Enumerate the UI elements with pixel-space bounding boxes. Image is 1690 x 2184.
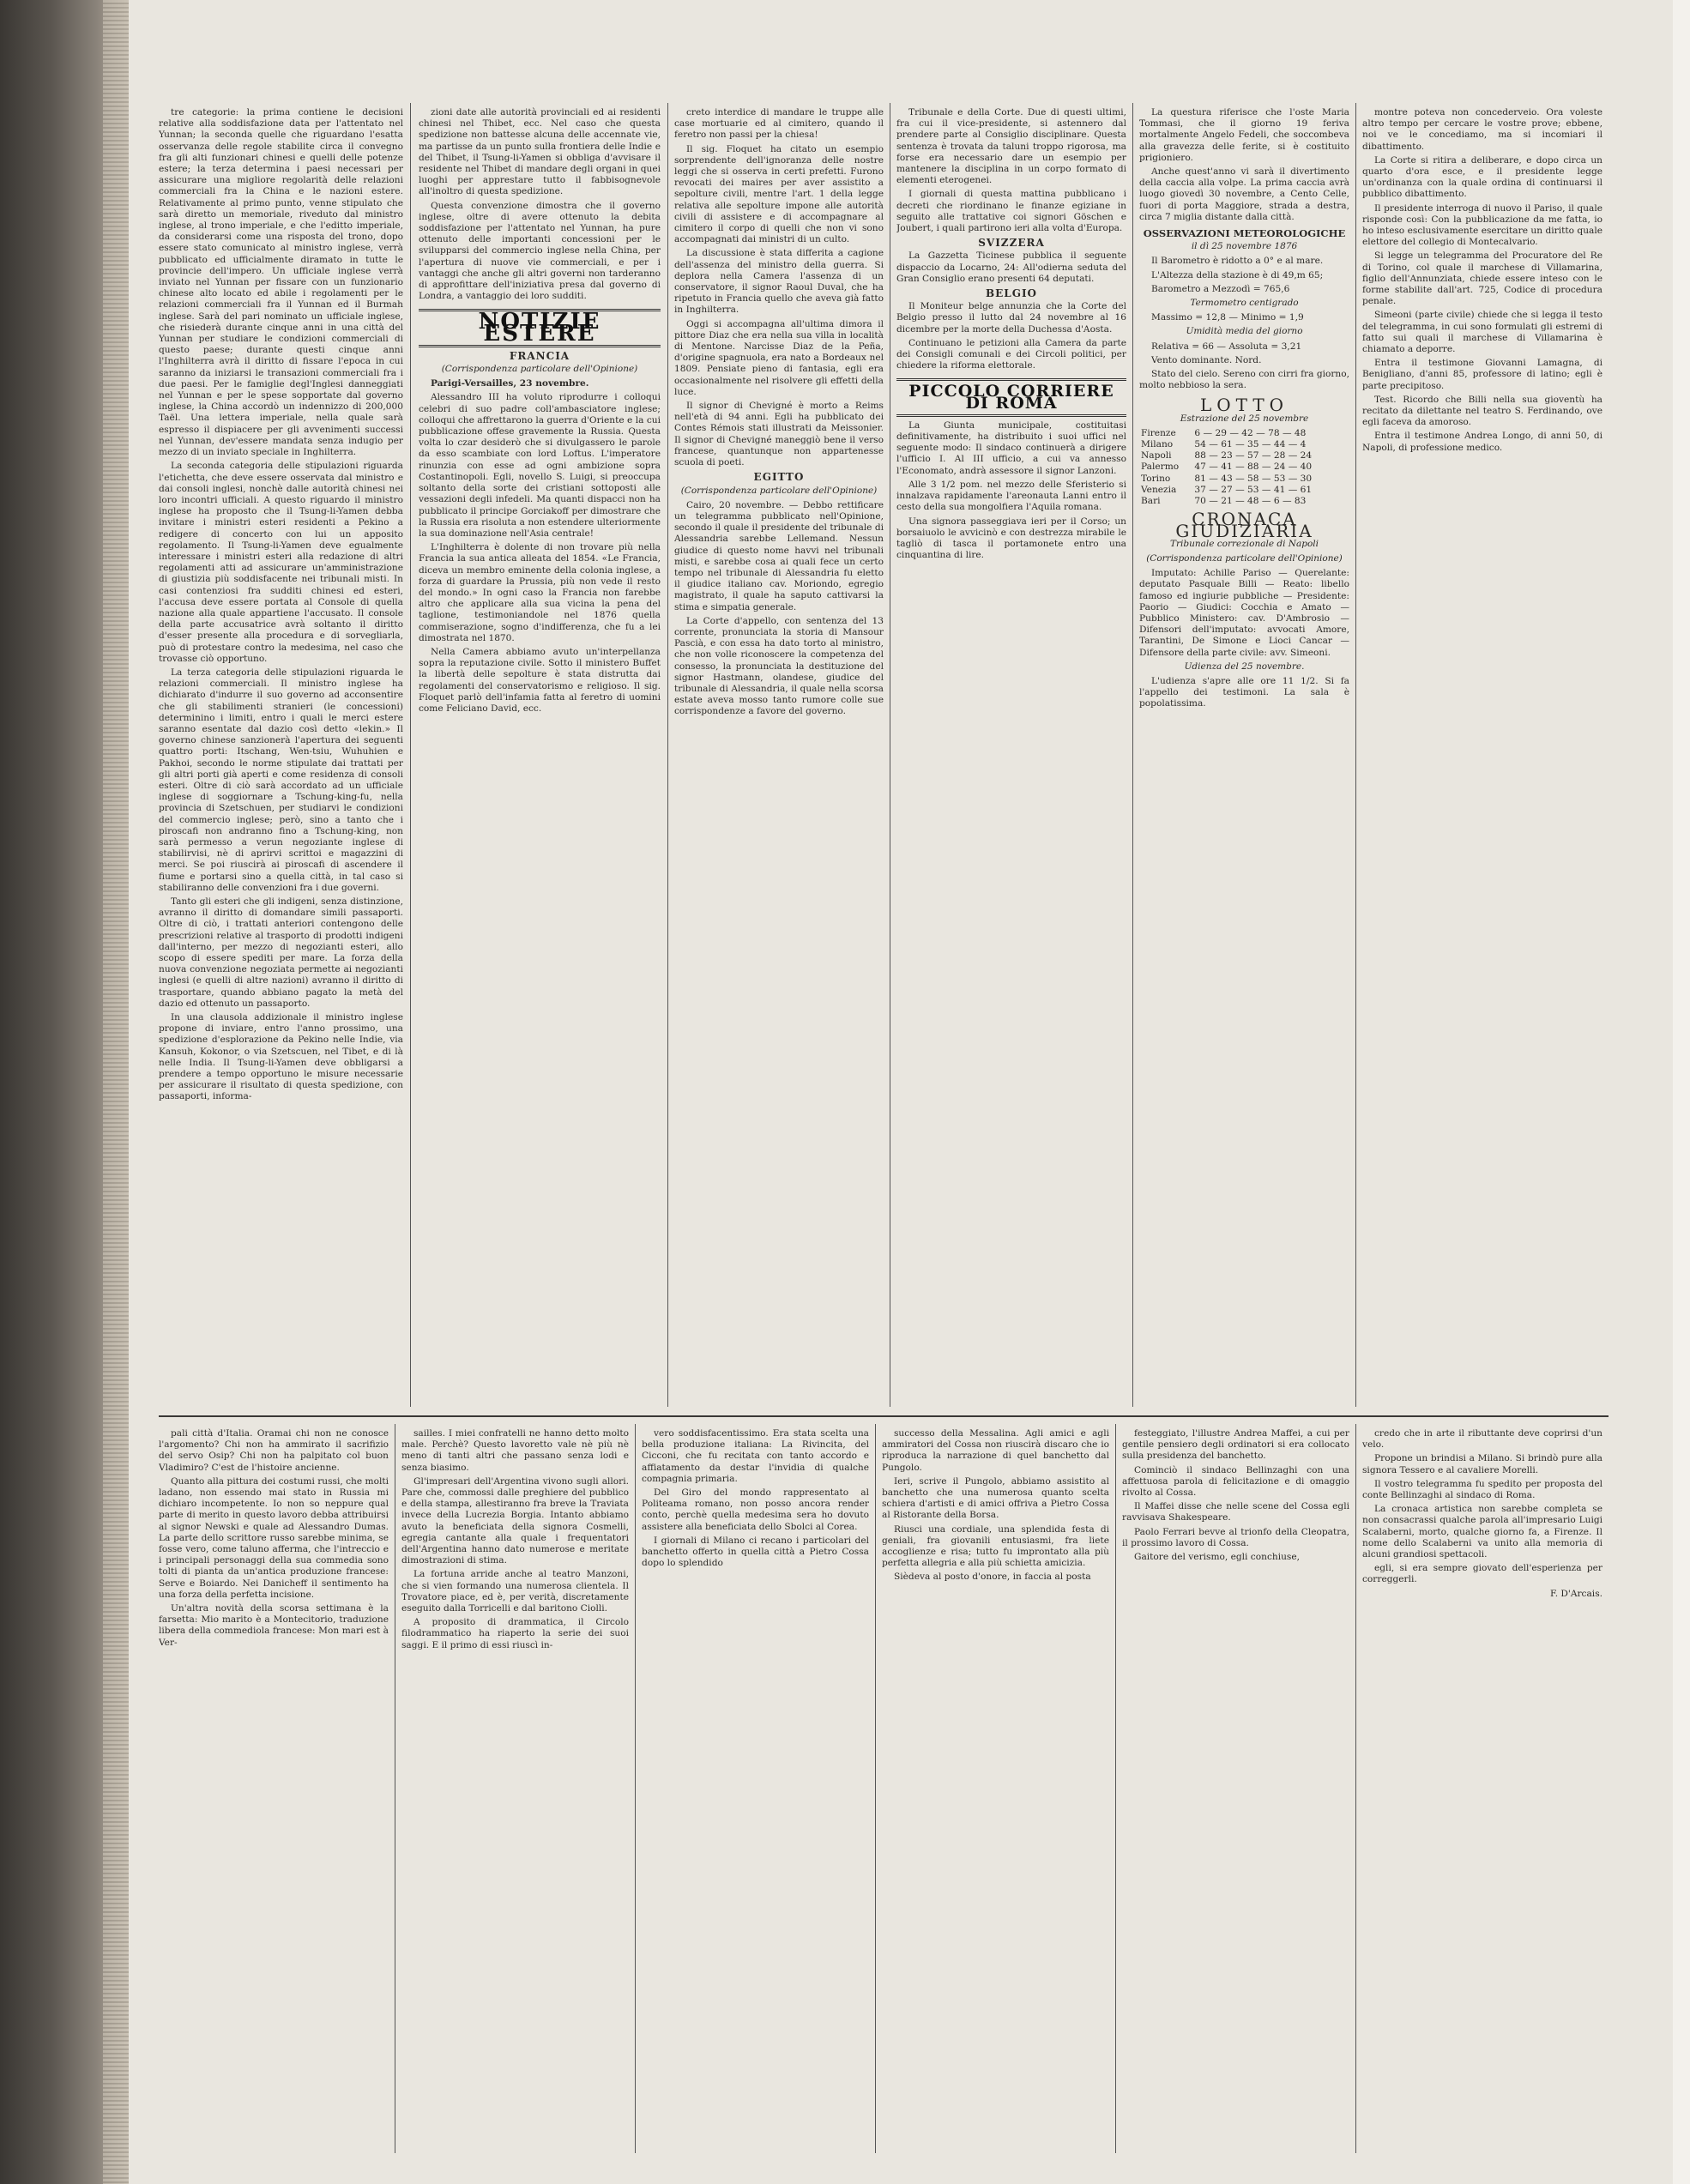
column-4 — [896, 107, 1126, 1407]
meteo-line: Stato del cielo. Sereno con cirri fra giorno, molto nebbioso la sera. — [1139, 369, 1349, 391]
appendix-column-1 — [159, 1428, 389, 2149]
article-paragraph: pali città d'Italia. Oramai chi non ne conosce l'argomento? Chi non ha ammirato il sacrifizio del servo Osip? Chi non ha palpitato col buon Vladimiro? C'est de l'histoire ancienne. — [159, 1428, 389, 1473]
lotto-row — [1139, 439, 1349, 450]
article-paragraph: montre poteva non concederveio. Ora voleste altro tempo per cercare le vostre prove; ebbene, noi ve le concediamo, ma si incomiari il dibattimento. — [1362, 107, 1602, 152]
article-paragraph: Il Maffei disse che nelle scene del Cossa egli ravvisava Shakespeare. — [1122, 1501, 1349, 1523]
lotto-numbers: 47 — 41 — 88 — 24 — 40 — [1194, 462, 1313, 473]
article-paragraph: Test. Ricordo che Billi nella sua gioventù ha recitato da dilettante nel teatro S. Ferdinando, ove egli faceva da amoroso. — [1362, 394, 1602, 428]
article-paragraph: Nella Camera abbiamo avuto un'interpellanza sopra la reputazione civile. Sotto il ministero Buffet la libertà delle sepolture è stata distrutta dai regolamenti del conservatorismo e religioso. Il sig. Floquet parlò dell'infamia fatta al feretro di uomini come Feliciano David, ecc. — [419, 646, 661, 714]
svizzera-heading: SVIZZERA — [978, 237, 1045, 250]
appendix-divider — [159, 1415, 1609, 1417]
article-paragraph: sailles. I miei confratelli ne hanno detto molto male. Perchè? Questo lavoretto vale nè più nè meno di tanti altri che passano senza lodi e senza biasimo. — [401, 1428, 629, 1473]
parigi-dateline: Parigi-Versailles, 23 novembre. — [431, 378, 589, 389]
francia-heading: FRANCIA — [509, 349, 570, 362]
page-stack-edge — [103, 0, 129, 2184]
article-paragraph: Una signora passeggiava ieri per il Corso; un borsaiuolo le avvicinò e con destrezza mirabile le tagliò di tasca il portamonete entro una cinquantina di lire. — [896, 516, 1126, 561]
piccolo-corriere-heading: PICCOLO CORRIERE DI ROMA — [896, 378, 1126, 416]
author-signature: F. D'Arcais. — [1550, 1588, 1602, 1599]
article-paragraph: successo della Messalina. Agli amici e agli ammiratori del Cossa non riuscirà discaro che io riproduca la narrazione di quel banchetto dal Pungolo. — [882, 1428, 1109, 1473]
cronaca-heading: CRONACA GIUDIZIARIA — [1175, 509, 1313, 541]
belgio-heading: BELGIO — [985, 287, 1038, 300]
column-1 — [159, 107, 403, 1407]
article-paragraph: Cairo, 20 novembre. — Debbo rettificare un telegramma pubblicato nell'Opinione, secondo il quale il presidente del tribunale di Alessandria sarebbe Lellemand. Nessun giudice di questo nome havvi nel tribunali misti, e sarebbe cosa ai quali fece un certo tempo nel tribunale di Alessandria fu eletto il giudice italiano cav. Moriondo, egregio magistrato, il quale ha saputo cattivarsi la stima e simpatia generale. — [674, 499, 884, 612]
article-paragraph: Del Giro del mondo rappresentato al Politeama romano, non posso ancora render conto, perchè quella medesima sera ho dovuto assistere alla beneficiata dello Sbolci al Corea. — [642, 1487, 869, 1532]
column-rule — [1355, 103, 1356, 1407]
article-paragraph: zioni date alle autorità provinciali ed ai residenti chinesi nel Thibet, ecc. Nel caso che questa spedizione non battesse alcuna delle accennate vie, ma partisse da un punto sulla frontiera delle Indie e del Thibet, il Tsung-li-Yamen si obbliga d'avvisare il residente nel Thibet di mandare degli organi in quei luoghi per apprestare tutto il fabbisognevole all'inoltro di questa spedizione. — [419, 107, 661, 197]
lotto-city: Venezia — [1141, 484, 1177, 495]
column-6 — [1362, 107, 1602, 1407]
udienza-subheading: Udienza del 25 novembre. — [1184, 661, 1305, 672]
article-paragraph: Il sig. Floquet ha citato un esempio sorprendente dell'ignoranza delle nostre leggi che si osserva in certi prefetti. Furono revocati dei maires per aver assistito a sepolture civili, mentre l'art. 1 della legge relativa alle sepolture impone alle autorità civili di assistere e di accompagnare al cimitero il corpo di quelli che non vi sono accompagnati dai ministri di un culto. — [674, 143, 884, 245]
lotto-subheading: Estrazione del 25 novembre — [1180, 413, 1309, 424]
meteo-line: L'Altezza della stazione è di 49,m 65; — [1151, 269, 1324, 281]
article-paragraph: Entra il testimone Andrea Longo, di anni 50, di Napoli, di professione medico. — [1362, 431, 1602, 453]
meteo-line: Barometro a Mezzodì = 765,6 — [1151, 283, 1290, 294]
column-rule — [1355, 1424, 1356, 2153]
article-paragraph: La discussione è stata differita a cagione dell'assenza del ministro della guerra. Si deplora nella Camera l'assenza di un conservatore, il signor Raoul Duval, che ha ripetuto in Francia quello che aveva già fatto in Inghilterra. — [674, 248, 884, 316]
lotto-row — [1139, 450, 1349, 462]
meteo-line: Relativa = 66 — Assoluta = 3,21 — [1151, 341, 1302, 352]
column-rule — [875, 1424, 876, 2153]
article-paragraph: Questa convenzione dimostra che il governo inglese, oltre di avere ottenuto la debita soddisfazione per l'attentato nel Yunnan, ha pure ottenuto delle importanti concessioni per le svilupparsi del commercio inglese nella China, per l'apertura di nuove vie commerciali, e per i vantaggi che anche gli altri governi non tarderanno di approfittare dell'iniziativa presa dal governo di Londra, a vantaggio dei loro sudditi. — [419, 200, 661, 302]
article-paragraph: Il vostro telegramma fu spedito per proposta del conte Bellinzaghi al sindaco di Roma. — [1362, 1478, 1602, 1501]
lotto-numbers: 37 — 27 — 53 — 41 — 61 — [1194, 484, 1313, 495]
article-paragraph: Alle 3 1/2 pom. nel mezzo delle Sferisterio si innalzava rapidamente l'areonauta Lanni entro il cesto della sua mongolfiera l'Aquila romana. — [896, 479, 1126, 513]
lotto-row — [1139, 428, 1349, 439]
article-paragraph: Paolo Ferrari bevve al trionfo della Cleopatra, il prossimo lavoro di Cossa. — [1122, 1526, 1349, 1548]
article-paragraph: Sièdeva al posto d'onore, in faccia al posta — [894, 1572, 1091, 1583]
osservazioni-date: il dì 25 novembre 1876 — [1191, 241, 1298, 252]
article-paragraph: Quanto alla pittura dei costumi russi, che molti ladano, non essendo mai stato in Russia mi dichiaro incompetente. Io non so neppure qual parte di merito in questo lavoro debba attribuirsi al signor Newski e quale ad Alessandro Dumas. La parte dello scrittore russo sarebbe minima, se fosse vero, come taluno afferma, che l'intreccio e i principali personaggi della sua commedia sono tolti di pianta da un'antica produzione francese: Serve e Boiardo. Nei Danicheff il sentimento ha una forza della perfetta incisione. — [159, 1475, 389, 1600]
lotto-row — [1139, 485, 1349, 496]
article-paragraph: Si legge un telegramma del Procuratore del Re di Torino, col quale il marchese di Villamarina, figlio dell'Annunziata, chiede essere inteso con le forme stabilite dall'art. 725, Codice di procedura penale. — [1362, 250, 1602, 307]
lotto-row — [1139, 496, 1349, 507]
lotto-numbers: 70 — 21 — 48 — 6 — 83 — [1194, 496, 1307, 507]
column-rule — [667, 103, 668, 1407]
column-2 — [419, 107, 661, 1407]
article-paragraph: L'Inghilterra è dolente di non trovare più nella Francia la sua antica alleata del 1854. «Le Francia, diceva un membro eminente della colonia inglese, a forza di guardare la Prussia, più non vede il resto del mondo.» In ogni caso la Francia non farebbe altro che applicare alla sua vicina la pena del taglione, testimoniandole nel 1876 quella commiserazione, sogno d'indifferenza, che fu a lei dimostrata nel 1870. — [419, 542, 661, 643]
article-paragraph: La Giunta municipale, costituitasi definitivamente, ha distribuito i suoi uffici nel seguente modo: Il sindaco continuerà a dirigere l'ufficio I. Al III ufficio, a cui va annesso l'Economato, andrà assessore il signor Lanzoni. — [896, 419, 1126, 476]
article-paragraph: I giornali di questa mattina pubblicano i decreti che riordinano le finanze egiziane in seguito alle trattative coi signori Göschen e Joubert, i quali partirono ieri alla volta d'Europa. — [896, 189, 1126, 234]
lotto-city: Napoli — [1141, 450, 1172, 462]
appendix-column-4 — [882, 1428, 1109, 2149]
column-rule — [410, 103, 411, 1407]
lotto-city: Firenze — [1141, 427, 1176, 438]
appendix-column-6 — [1362, 1428, 1602, 2149]
article-paragraph: Il Moniteur belge annunzia che la Corte del Belgio presso il lutto dal 24 novembre al 16 dicembre per la morte della Duchessa d'Aosta. — [896, 301, 1126, 335]
book-binding — [0, 0, 129, 2184]
article-paragraph: La terza categoria delle stipulazioni riguarda le relazioni commerciali. Il ministro inglese ha dichiarato d'indurre il suo governo ad acconsentire che gli stabilimenti stranieri (le concessioni) determinino i limiti, entro i quali le merci estere saranno esentate dal dazio così detto «lekin.» Il governo chinese sanzionerà l'apertura dei seguenti quattro porti: Itschang, Wen-tsiu, Wuhuhien e Pakhoi, secondo le norme stipulate dai trattati per gli altri porti già aperti e come residenza di consoli esteri. Oltre di ciò sarà accordato ad un ufficiale inglese di soggiornare a Tschung-king-fu, nella provincia di Szetschuen, per studiarvi le condizioni del commercio inglese; però, sino a tanto che i piroscafi non andranno fino a Tschung-king, non sarà permesso a verun negoziante inglese di stabilirvisi, nè di aprirvi scrittoi e magazzini di merci. Se poi riuscirà ai piroscafi di ascendere il fiume e portarsi sino a quella città, in tal caso si stabiliranno delle convenzioni fra i due governi. — [159, 667, 403, 893]
article-paragraph: Il signor di Chevigné è morto a Reims nell'età di 94 anni. Egli ha pubblicato dei Contes Rémois stati illustrati da Meissonier. Il signor di Chevigné maneggiò bene il verso francese, quantunque non appartenesse scuola di poeti. — [674, 401, 884, 468]
appendix-column-3 — [642, 1428, 869, 2149]
article-paragraph: L'udienza s'apre alle ore 11 1/2. Si fa l'appello dei testimoni. La sala è popolatissima. — [1139, 675, 1349, 709]
lotto-numbers: 6 — 29 — 42 — 78 — 48 — [1194, 427, 1307, 438]
article-paragraph: vero soddisfacentissimo. Era stata scelta una bella produzione italiana: La Rivincita, del Cicconi, che fu recitata con tanto accordo e affiatamento da destar l'invidia di qualche compagnia primaria. — [642, 1428, 869, 1484]
column-5 — [1139, 107, 1349, 1407]
article-paragraph: La cronaca artistica non sarebbe completa se non consacrassi qualche parola all'impresario Luigi Scalaberni, morto, qualche giorno fa, a Firenze. Il nome dello Scalaberni va unito alla memoria di alcuni grandiosi spettacoli. — [1362, 1504, 1602, 1560]
lotto-city: Bari — [1141, 496, 1161, 507]
osservazioni-heading: OSSERVAZIONI METEOROLOGICHE — [1143, 227, 1346, 240]
article-paragraph: La Corte si ritira a deliberare, e dopo circa un quarto d'ora esce, e il presidente legge un'ordinanza con la quale ordina di continuarsi il pubblico dibattimento. — [1362, 154, 1602, 200]
meteo-subheading: Umidità media del giorno — [1186, 326, 1303, 337]
column-rule — [1132, 103, 1133, 1407]
article-paragraph: Ieri, scrive il Pungolo, abbiamo assistito al banchetto che una numerosa quanto scelta schiera d'artisti e di amici offriva a Pietro Cossa al Ristorante della Borsa. — [882, 1475, 1109, 1521]
column-3 — [674, 107, 884, 1407]
francia-subheading: (Corrispondenza particolare dell'Opinione) — [441, 364, 638, 375]
lotto-heading: LOTTO — [1199, 395, 1289, 416]
article-paragraph: Entra il testimone Giovanni Lamagna, di Benigliano, d'anni 85, professore di latino; egli è parte precipitoso. — [1362, 358, 1602, 391]
lotto-numbers: 54 — 61 — 35 — 44 — 4 — [1194, 439, 1307, 450]
article-paragraph: Continuano le petizioni alla Camera da parte dei Consigli comunali e dei Circoli politici, per chiedere la riforma elettorale. — [896, 337, 1126, 371]
appendix-column-5 — [1122, 1428, 1349, 2149]
article-paragraph: Alessandro III ha voluto riprodurre i colloqui celebri di suo padre coll'ambasciatore inglese; colloqui che affrettarono la guerra d'Oriente e la cui pubblicazione offese gravemente la Russia. Questa volta lo czar desiderò che si divulgassero le parole da esso scambiate con lord Loftus. L'imperatore rinunzia con esse ad ogni ambizione sopra Costantinopoli. Egli, novello S. Luigi, si preoccupa soltanto della sorte dei cristiani sottoposti alle vessazioni degli infedeli. Ma quanti dispacci non ha pubblicato il principe Gorciakoff per dimostrare che la Russia era risoluta a non estendere ulteriormente la sua dominazione nell'Asia centrale! — [419, 392, 661, 539]
article-paragraph: La Corte d'appello, con sentenza del 13 corrente, pronunciata la storia di Mansour Pascià, e con essa ha dato torto al ministro, che non volle riconoscere la competenza del consesso, la pronunciata la destituzione del signor Hastmann, olandese, giudice del tribunale di Alessandria, il quale nella scorsa estate aveva mosso tanto rumore colle sue corrispondenze a favore del governo. — [674, 615, 884, 717]
article-paragraph: I giornali di Milano ci recano i particolari del banchetto offerto in quella città a Pietro Cossa dopo lo splendido — [642, 1535, 869, 1569]
article-paragraph: Propone un brindisi a Milano. Si brindò pure alla signora Tessero e al cavaliere Morelli. — [1362, 1453, 1602, 1475]
lotto-row — [1139, 462, 1349, 473]
article-paragraph: Simeoni (parte civile) chiede che si legga il testo del telegramma, in cui sono formulati gli estremi di fatto sui quali il marchese di Villamarina è chiamato a deporre. — [1362, 310, 1602, 355]
lotto-numbers: 88 — 23 — 57 — 28 — 24 — [1194, 450, 1313, 462]
article-paragraph: festeggiato, l'illustre Andrea Maffei, a cui per gentile pensiero degli ordinatori si era collocato sulla presidenza del banchetto. — [1122, 1428, 1349, 1462]
meteo-subheading: Termometro centigrado — [1190, 298, 1299, 309]
article-paragraph: Tanto gli esteri che gli indigeni, senza distinzione, avranno il diritto di domandare simili passaporti. Oltre di ciò, i trattati anteriori contengono delle prescrizioni relative al trasporto di prodotti indigeni dall'interno, per mezzo di negozianti esteri, allo scopo di essere spediti per mare. La forza della nuova convenzione negoziata permette ai negozianti inglesi (e quelli di altre nazioni) avranno il diritto di trasportare, quando abbiano pagato la metà del dazio ed ottenuto un passaporto. — [159, 896, 403, 1009]
article-paragraph: La seconda categoria delle stipulazioni riguarda l'etichetta, che deve essere osservata dal ministro e dai consoli inglesi, nonchè dalle autorità chinesi nei loro incontri ufficiali. A questo riguardo il ministro inglese ha proposto che il Tsung-li-Yamen debba invitare i ministri esteri residenti a Pekino a redigere di concerto con lui un apposito regolamento. Il Tsung-li-Yamen deve egualmente interessare i ministri esteri alla redazione di altri regolamenti atti ad assicurare un'amministrazione di giustizia più soddisfacente nei tribunali misti. In casi contenziosi fra sudditi chinesi ed esteri, l'accusa deve essere portata al Console di quella nazione alla quale appartiene l'accusato. Il console della parte accusatrice avrà soltanto il diritto d'esser presente alla procedura e di sorvegliarla, può di protestare contro la medesima, nel caso che trovasse ciò opportuno. — [159, 461, 403, 664]
column-rule — [1115, 1424, 1116, 2153]
article-paragraph: creto interdice di mandare le truppe alle case mortuarie ed al cimitero, quando il feretro non passi per la chiesa! — [674, 107, 884, 141]
article-paragraph: Riusci una cordiale, una splendida festa di geniali, fra giovanili entusiasmi, fra liete accoglienze e risa; tutto fu improntato alla più perfetta allegria e alla più schietta amicizia. — [882, 1523, 1109, 1569]
notizie-estere-heading: NOTIZIE ESTERE — [419, 309, 661, 347]
lotto-numbers: 81 — 43 — 58 — 53 — 30 — [1194, 473, 1313, 484]
meteo-line: Massimo = 12,8 — Minimo = 1,9 — [1151, 312, 1304, 323]
article-paragraph: A proposito di drammatica, il Circolo filodrammatico ha riaperto la serie dei suoi saggi. E il primo di essi riuscì in- — [401, 1617, 629, 1650]
article-paragraph: Imputato: Achille Pariso — Querelante: deputato Pasquale Billi — Reato: libello famoso ed ingiurie pubbliche — Presidente: Paorio — Giudici: Cocchia e Amato — Pubblico Ministero: cav. D'Ambrosio — Difensori dell'imputato: avvocati Amore, Tarantini, De Simone e Lioci Cancar — Difensore della parte civile: avv. Simeoni. — [1139, 568, 1349, 658]
lotto-table — [1139, 428, 1349, 507]
lotto-city: Milano — [1141, 439, 1174, 450]
page-margin-right — [1673, 0, 1690, 2184]
article-paragraph: tre categorie: la prima contiene le decisioni relative alla soddisfazione data per l'attentato nel Yunnan; la seconda quelle che riguardano l'esatta osservanza delle regole stabilite circa il convegno fra gli alti funzionari chinesi e quelli delle potenze estere; la terza determina i paesi necessari per assicurare una migliore regolarità delle relazioni commerciali fra la China e le nazioni estere. Relativamente al primo punto, venne stipulato che sarà diretto un memoriale, riveduto dal ministro inglese, al trono imperiale, e che l'editto imperiale, da considerarsi come una risposta del trono, dopo essere stato comunicato al ministro inglese, verrà pubblicato ed ufficialmente diramato in tutte le provincie dell'impero. Un ufficiale inglese verrà inviato nel Yunnan per fissare con un funzionario chinese alto locato ed abile i regolamenti per le relazioni commerciali fra il Yunnan ed il Burmah inglese. Sarà del pari nominato un ufficiale inglese, che risiederà durante cinque anni in una città del Yunnan per studiare le condizioni commerciali di questo paese; durante questi cinque anni l'Inghilterra avrà il diritto di fissare l'epoca in cui saranno da iniziarsi le transazioni commerciali fra i due paesi. Per le famiglie degl'Inglesi danneggiati nel Yunnan e per le spese sopportate dal governo inglese, la China accordò un indennizzo di 200,000 Taël. Una lettera imperiale, nella quale sarà espresso il dispiacere per gli avvenimenti successi nel Yunnan, dev'essere mandata senza indugio per mezzo di un inviato speciale in Inghilterra. — [159, 107, 403, 458]
egitto-subheading: (Corrispondenza particolare dell'Opinione) — [680, 485, 878, 496]
article-paragraph: La fortuna arride anche al teatro Manzoni, che si vien formando una numerosa clientela. Il Trovatore piace, ed è, per verità, discretamente eseguito dalla Torricelli e dal baritono Ciolli. — [401, 1569, 629, 1614]
article-paragraph: Gl'impresari dell'Argentina vivono sugli allori. Pare che, commossi dalle preghiere del pubblico e della stampa, allestiranno fra breve la Traviata invece della Lucrezia Borgia. Intanto abbiamo avuto la beneficiata della signora Cosmelli, egregia cantante alla quale i frequentatori dell'Argentina hanno dato numerose e meritate dimostrazioni di stima. — [401, 1475, 629, 1566]
article-paragraph: Gaitore del verismo, egli conchiuse, — [1134, 1552, 1300, 1563]
article-paragraph: Il presidente interroga di nuovo il Pariso, il quale risponde così: Con la pubblicazione da me fatta, io ho inteso esclusivamente esercitare un diritto quale elettore del collegio di Montecalvario. — [1362, 202, 1602, 248]
article-paragraph: Cominciò il sindaco Bellinzaghi con una affettuosa parola di felicitazione e di omaggio rivolto al Cossa. — [1122, 1464, 1349, 1499]
tribunale-subheading: Tribunale correzionale di Napoli — [1169, 538, 1319, 549]
article-paragraph: Tribunale e della Corte. Due di questi ultimi, fra cui il vice-presidente, si astennero dal prendere parte al Consiglio disciplinare. Questa sentenza è trovata da taluni troppo rigorosa, ma forse era necessario dare un esempio per mantenere la disciplina in un corpo formato di elementi eterogenei. — [896, 107, 1126, 186]
lotto-city: Palermo — [1141, 462, 1180, 473]
article-paragraph: Anche quest'anno vi sarà il divertimento della caccia alla volpe. La prima caccia avrà luogo giovedì 30 novembre, a Cento Celle, fuori di porta Maggiore, strada a destra, circa 7 miglia distante dalla città. — [1139, 166, 1349, 222]
article-paragraph: Un'altra novità della scorsa settimana è la farsetta: Mio marito è a Montecitorio, traduzione libera della commediola francese: Mon mari est à Ver- — [159, 1603, 389, 1648]
article-paragraph: La questura riferisce che l'oste Maria Tommasi, che il giorno 19 feriva mortalmente Angelo Fedeli, che soccombeva alla gravezza delle ferite, si è costituito prigioniero. — [1139, 107, 1349, 163]
lotto-row — [1139, 474, 1349, 485]
appendix-column-2 — [401, 1428, 629, 2149]
meteo-line: Il Barometro è ridotto a 0° e al mare. — [1151, 256, 1324, 267]
article-paragraph: La Gazzetta Ticinese pubblica il seguente dispaccio da Locarno, 24: All'odierna seduta del Gran Consiglio erano presenti 64 deputati. — [896, 250, 1126, 284]
column-rule — [635, 1424, 636, 2153]
cronaca-subheading: (Corrispondenza particolare dell'Opinione) — [1146, 552, 1343, 564]
article-paragraph: In una clausola addizionale il ministro inglese propone di inviare, entro l'anno prossimo, una spedizione d'esplorazione da Pekino nelle Indie, via Kansuh, Kokonor, o via Szetscuen, nel Tibet, e di là nelle India. Il Tsung-li-Yamen deve obbligarsi a prendere a tempo opportuno le misure necessarie per assicurare il risultato di questa spedizione, con passaporti, informa- — [159, 1012, 403, 1102]
article-paragraph: Oggi si accompagna all'ultima dimora il pittore Diaz che era nella sua villa in località di Mentone. Narcisse Diaz de la Peña, d'origine spagnuola, era nato a Bordeaux nel 1809. Pensiate pieno di fantasia, egli era occasionalmente nel risolvere gli effetti della luce. — [674, 318, 884, 397]
egitto-heading: EGITTO — [753, 471, 805, 484]
article-paragraph: credo che in arte il ributtante deve coprirsi d'un velo. — [1362, 1428, 1602, 1451]
article-paragraph: egli, si era sempre giovato dell'esperienza per correggerli. — [1362, 1563, 1602, 1585]
meteo-line: Vento dominante. Nord. — [1151, 354, 1262, 365]
lotto-city: Torino — [1141, 473, 1171, 484]
